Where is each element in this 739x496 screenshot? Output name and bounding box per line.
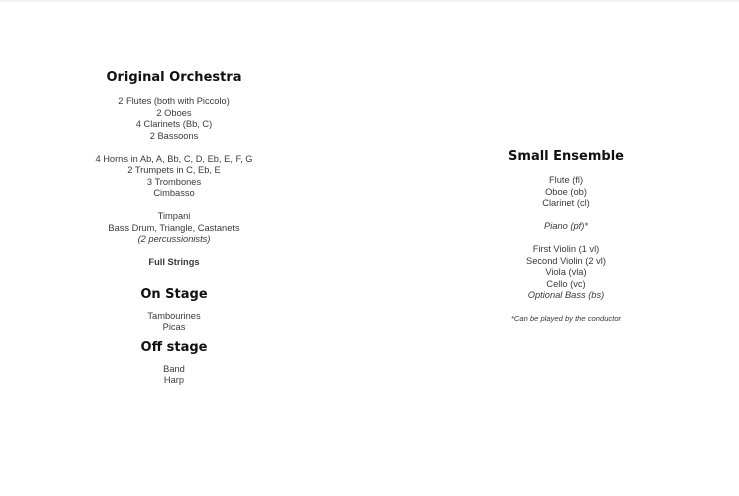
off-stage-heading: Off stage: [140, 339, 208, 355]
list-item: Timpani: [157, 211, 191, 221]
strings-label: Full Strings: [148, 257, 200, 267]
brass-list: [64, 154, 284, 200]
list-item: Viola (vla): [545, 267, 587, 277]
small-ensemble-heading: Small Ensemble: [508, 149, 624, 164]
list-item: Second Violin (2 vl): [526, 255, 606, 266]
percussion-list: [64, 211, 284, 246]
optional-bass-item: Optional Bass (bs): [527, 290, 605, 300]
woodwinds-list: [64, 96, 284, 142]
list-item: Bass Drum, Triangle, Castanets: [108, 222, 240, 233]
list-item: Cimbasso: [153, 188, 195, 198]
list-item: Tambourines: [147, 310, 201, 321]
list-item: 2 Oboes: [156, 107, 192, 118]
list-item: Harp: [163, 375, 185, 385]
list-item: 2 Flutes (both with Piccolo): [118, 96, 230, 106]
list-item: Oboe (ob): [545, 186, 587, 197]
list-item: Band: [163, 363, 185, 374]
top-divider: [0, 0, 739, 2]
original-orchestra-column: [64, 70, 284, 387]
original-orchestra-heading: Original Orchestra: [106, 70, 242, 85]
list-item: Picas: [162, 322, 186, 332]
conductor-footnote: *Can be played by the conductor: [510, 313, 622, 323]
list-item: 4 Horns in Ab, A, Bb, C, D, Eb, E, F, G: [95, 153, 253, 164]
list-item: 4 Clarinets (Bb, C): [135, 119, 213, 129]
list-item: 2 Bassoons: [149, 130, 199, 141]
on-stage-heading: On Stage: [140, 286, 208, 302]
small-ensemble-column: [470, 149, 662, 324]
list-item: Cello (vc): [546, 278, 586, 289]
list-item: 2 Trumpets in C, Eb, E: [127, 165, 221, 175]
list-item: 3 Trombones: [146, 176, 202, 187]
list-item: Flute (fl): [548, 175, 584, 185]
list-item: First Violin (1 vl): [532, 244, 600, 254]
piano-item: Piano (pf)*: [544, 221, 588, 231]
percussion-note: (2 percussionists): [137, 234, 211, 244]
list-item: Clarinet (cl): [542, 198, 590, 208]
